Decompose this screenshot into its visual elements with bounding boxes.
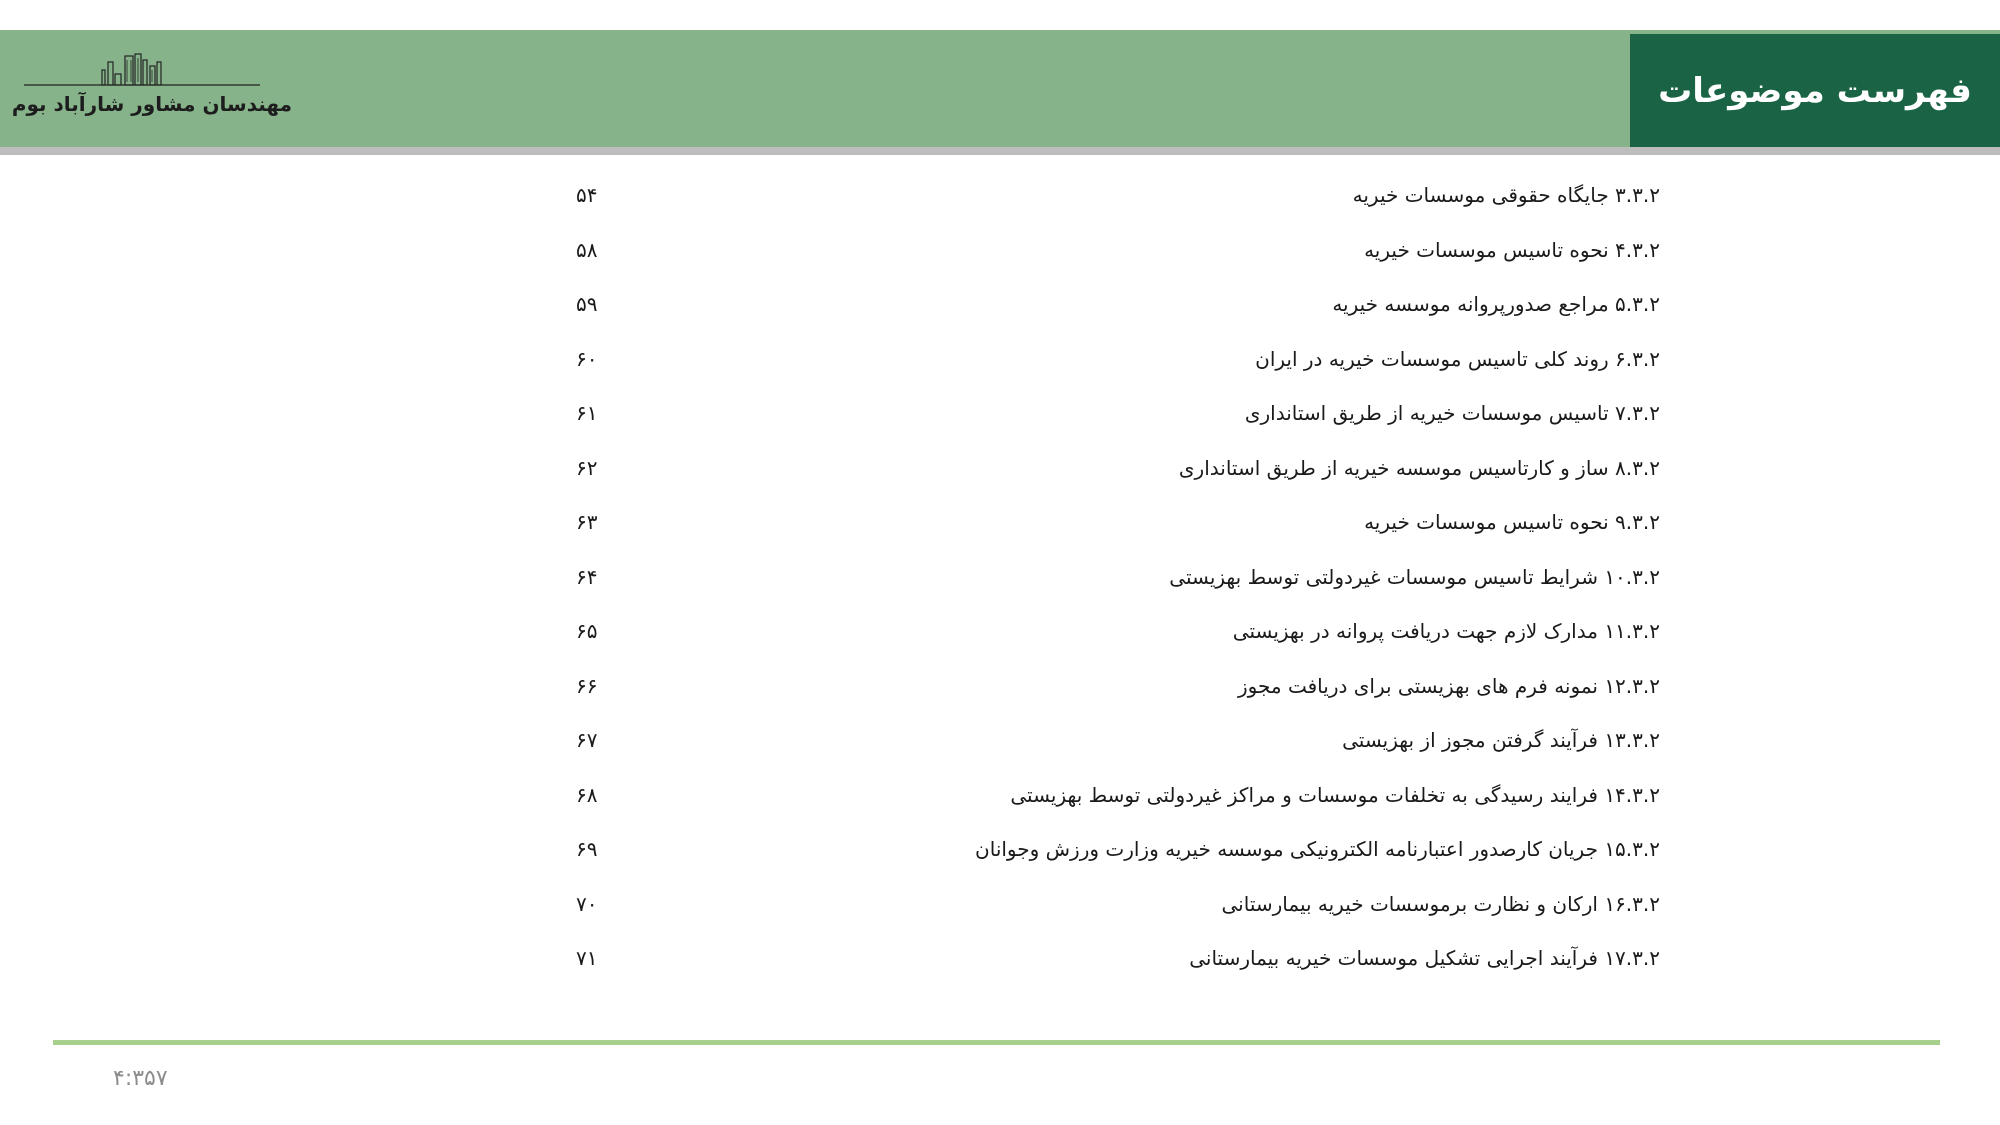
toc-item-title: ۴.۳.۲ نحوه تاسیس موسسات خیریه: [1364, 237, 1660, 262]
footer-page-number: ۴:۳۵۷: [113, 1066, 168, 1091]
toc-item-title: ۵.۳.۲ مراجع صدورپروانه موسسه خیریه: [1332, 292, 1660, 316]
toc-item-title: ۱۴.۳.۲ فرایند رسیدگی به تخلفات موسسات و مراکز غیردولتی توسط بهزیستی: [1010, 782, 1660, 807]
toc-row[interactable]: [560, 892, 1660, 947]
toc-row[interactable]: [560, 183, 1660, 238]
toc-item-page: ۶۹: [576, 837, 598, 861]
toc-row[interactable]: [560, 347, 1660, 402]
toc-item-page: ۵۹: [576, 292, 598, 316]
table-of-contents: [560, 183, 1660, 1001]
header-shadow: [0, 147, 2000, 155]
toc-row[interactable]: [560, 946, 1660, 1001]
toc-row[interactable]: [560, 619, 1660, 674]
title-box: [1630, 34, 2000, 147]
toc-item-page: ۶۸: [576, 782, 598, 807]
toc-row[interactable]: [560, 728, 1660, 783]
toc-item-title: ۸.۳.۲ ساز و کارتاسیس موسسه خیریه از طریق استانداری: [1178, 455, 1660, 480]
toc-row[interactable]: [560, 456, 1660, 511]
toc-item-title: ۱۷.۳.۲ فرآیند اجرایی تشکیل موسسات خیریه بیمارستانی: [1189, 946, 1660, 970]
toc-item-page: ۶۲: [576, 455, 598, 480]
toc-item-title: ۱۵.۳.۲ جریان کارصدور اعتبارنامه الکترونیکی موسسه خیریه وزارت ورزش وجوانان: [975, 837, 1660, 861]
toc-row[interactable]: [560, 565, 1660, 620]
toc-item-title: ۳.۳.۲ جایگاه حقوقی موسسات خیریه: [1352, 183, 1660, 207]
toc-item-page: ۶۰: [576, 346, 598, 371]
toc-item-page: ۶۵: [576, 619, 598, 643]
company-name: مهندسان مشاور شارآباد بوم: [11, 92, 292, 116]
toc-item-title: ۱۰.۳.۲ شرایط تاسیس موسسات غیردولتی توسط بهزیستی: [1169, 564, 1660, 589]
toc-row[interactable]: [560, 837, 1660, 892]
toc-item-page: ۵۴: [576, 183, 598, 207]
toc-item-page: ۵۸: [576, 237, 598, 262]
toc-row[interactable]: [560, 783, 1660, 838]
toc-item-title: ۷.۳.۲ تاسیس موسسات خیریه از طریق استانداری: [1244, 401, 1660, 425]
toc-row[interactable]: [560, 401, 1660, 456]
toc-row[interactable]: [560, 674, 1660, 729]
city-skyline-icon: [22, 52, 262, 88]
toc-item-title: ۶.۳.۲ روند کلی تاسیس موسسات خیریه در ایران: [1255, 346, 1660, 371]
toc-item-title: ۱۱.۳.۲ مدارک لازم جهت دریافت پروانه در بهزیستی: [1232, 619, 1660, 643]
footer-divider: [53, 1040, 1940, 1045]
toc-item-title: ۱۲.۳.۲ نمونه فرم های بهزیستی برای دریافت مجوز: [1238, 673, 1660, 698]
toc-item-page: ۷۱: [576, 946, 598, 970]
page-title: فهرست موضوعات: [1658, 70, 1972, 111]
toc-item-title: ۹.۳.۲ نحوه تاسیس موسسات خیریه: [1364, 510, 1660, 534]
toc-item-page: ۶۱: [576, 401, 598, 425]
toc-row[interactable]: [560, 238, 1660, 293]
toc-item-page: ۶۳: [576, 510, 598, 534]
toc-row[interactable]: [560, 292, 1660, 347]
toc-item-title: ۱۶.۳.۲ ارکان و نظارت برموسسات خیریه بیمارستانی: [1221, 891, 1660, 916]
toc-item-title: ۱۳.۳.۲ فرآیند گرفتن مجوز از بهزیستی: [1342, 728, 1660, 752]
toc-row[interactable]: [560, 510, 1660, 565]
company-logo: [11, 52, 292, 122]
toc-item-page: ۷۰: [576, 891, 598, 916]
toc-item-page: ۶۷: [576, 728, 598, 752]
toc-item-page: ۶۶: [576, 673, 598, 698]
toc-item-page: ۶۴: [576, 564, 598, 589]
